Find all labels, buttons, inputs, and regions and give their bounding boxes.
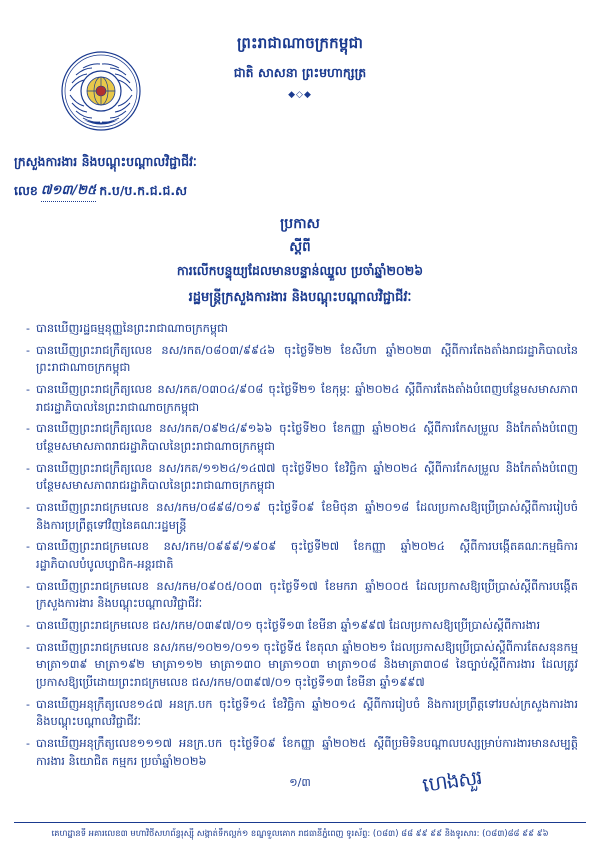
list-item xyxy=(26,499,578,534)
royal-government-emblem-icon xyxy=(60,50,142,132)
signature-glyph: ហេងសួរ xyxy=(420,764,483,797)
clause-text: បានឃេីញព្រះរាជក្រឹត្យលេខ នស/រកត/១១២៤/១៤៧៧ ចុះថ្ងៃទី២០ ខែវិច្ឆិកា ឆ្នាំ២០២៤ ស្ដីពីការកែសម្រួល និងកែតាំងបំពេញបន្ថែមសមាសភាពរាជរដ្ឋាភិបាលនៃព្រះរាជាណាចក្រកម្ពុជា xyxy=(35,460,578,493)
ministry-name: ក្រសួងការងារ និងបណ្តុះបណ្តាលវិជ្ជាជីវៈ xyxy=(14,154,197,169)
clause-text: បានឃេីញព្រះរាជក្រមលេខ ជស/រកម/០៣៩៧/០១ ចុះថ្ងៃទី១៣ ខែមីនា ឆ្នាំ១៩៩៧ ដែលប្រកាសឱ្យប្រេីប្រាស់ស្ដីពីការងារ xyxy=(35,618,541,633)
list-item xyxy=(26,320,578,338)
list-item xyxy=(26,696,578,731)
bullet-dash-icon: - xyxy=(26,501,30,515)
list-item xyxy=(26,639,578,692)
list-item xyxy=(26,381,578,416)
list-item xyxy=(26,420,578,455)
footer-address: គេហដ្ឋានទី អគារលេខ៣ មហាវិថីសហព័ន្ធរុស្ស៊ី សង្កាត់ទឹកល្អក់១ ខណ្ឌទួលគោក រាជធានីភ្នំពេញ ទូរស័ព្ទ: (០៨៣) ៨៨ ៩៩ ៩៩ និងទូរសារ: (០៨៣)៨៨ ៩៩ ៩៦ xyxy=(51,828,549,839)
list-item xyxy=(26,538,578,573)
number-suffix: ក.ប/ប.ក.ជ.ជ.ស xyxy=(99,183,188,198)
number-label: លេខ xyxy=(14,183,38,198)
bullet-dash-icon: - xyxy=(26,540,30,554)
kingdom-title: ព្រះរាជាណាចក្រកម្ពុជា xyxy=(236,34,364,52)
bullet-dash-icon: - xyxy=(26,640,30,654)
clause-text: បានឃេីញអនុក្រឹត្យលេខ១១១៧ អនក្រ.បក ចុះថ្ងៃទី០៩ ខែកញ្ញា ឆ្នាំ២០២៥ ស្ដីពីប្រមិទិនបណ្តាលបស្សម្រាប់ការងារមានសម្បត្តិការងារ និយោជិត កម្មករ ប្រចាំឆ្នាំ២០២៦ xyxy=(35,736,578,768)
document-number-line xyxy=(14,182,600,202)
clause-text: បានឃេីញព្រះរាជក្រមលេខ នស/រកម/០៩៩៩/១៩០៩ ចុះថ្ងៃទី២៧ ខែកញ្ញា ឆ្នាំ២០២៤ ស្ដីពីការបង្កេីតគណៈកម្មធិការរដ្ឋាភិបាលបំបូលប្បាជិក-អន្តរជាតិ xyxy=(35,539,578,572)
clause-text: បានឃេីញព្រះរាជក្រឹត្យលេខ នស/រកត/០៨០៣/៩៩៤៦ ចុះថ្ងៃទី២២ ខែសីហា ឆ្នាំ២០២៣ ស្ដីពីការតែងតាំងរាជរដ្ឋាភិបាលនៃព្រះរាជាណាចក្រកម្ពុជា xyxy=(35,342,578,375)
page-title: ប្រកាស xyxy=(280,216,320,232)
bullet-dash-icon: - xyxy=(26,737,30,751)
number-value: ៧១៣/២៥ xyxy=(41,182,96,202)
clause-text: បានឃេីញព្រះរាជក្រឹត្យលេខ នស/រកត/០៣០៤/៩០៨ ចុះថ្ងៃទី២១ ខែកុម្ភៈ ឆ្នាំ២០២៤ ស្ដីពីការតែងតាំងបំពេញបន្ថែមសមាសភាពរាជរដ្ឋាភិបាលនៃព្រះរាជាណាចក្រកម្ពុជា xyxy=(35,382,578,414)
bullet-dash-icon: - xyxy=(26,343,30,357)
list-item xyxy=(26,578,578,613)
document-header xyxy=(0,0,600,150)
list-item xyxy=(26,460,578,495)
clause-text: បានឃេីញព្រះរាជក្រមលេខ នស/រកម/០៩០៥/០០៣ ចុះថ្ងៃទី១៧ ខែមករា ឆ្នាំ២០០៥ ដែលប្រកាសឱ្យប្រេីប្រាស់ស្ដីពីការបង្កេីតក្រសួងការងារ និងបណ្តុះបណ្តាលវិជ្ជាជីវៈ xyxy=(35,578,578,611)
bullet-dash-icon: - xyxy=(26,422,30,436)
bullet-dash-icon: - xyxy=(26,619,30,633)
kingdom-motto: ជាតិ សាសនា ព្រះមហាក្សត្រ xyxy=(233,65,367,80)
clause-text: បានឃេីញអនុក្រឹត្យលេខ១៤៧ អនក្រ.បក ចុះថ្ងៃទី១៤ ខែវិច្ឆិកា ឆ្នាំ២០១៤ ស្ដីពីការរៀបចំ និងការប្រព្រឹត្តទៅរបស់ក្រសួងការងារ និងបណ្តុះបណ្តាលវិជ្ជាជីវៈ xyxy=(35,696,578,729)
title-block xyxy=(0,214,600,308)
clause-text: បានឃេីញព្រះរាជក្រមលេខ នស/រកម/១០២១/០១១ ចុះថ្ងៃទី៥ ខែតុលា ឆ្នាំ២០២១ ដែលប្រកាសឱ្យប្រេីប្រាស់ស្ដីពីការតែសនុនកម្មមាត្រា១៣៩ មាត្រា១៩២ មាត្រា១១២ មាត្រា១៣០ មាត្រា១០៣ មាត្រា១០៨ និងមាត្រា៣០៨ នៃច្បាប់ស្ដីពីការងារ ដែលត្រូវប្រកាសឱ្យប្រេីដោយព្រះរាជក្រមលេខ ជស/រកម/០៣៩៧/០១ ចុះថ្ងៃទី១៣ ខែមីនា ឆ្នាំ១៩៩៧ xyxy=(35,639,578,690)
list-item xyxy=(26,617,578,635)
clause-text: បានឃេីញរដ្ឋធម្មនុញ្ញនៃព្រះរាជាណាចក្រកម្ពុជា xyxy=(35,321,228,335)
ministry-block xyxy=(0,154,600,202)
title-subject: ការលេីកបន្ទុយ្យដែលមានបន្ទាន់ឈ្នួល ប្រចាំឆ្នាំ២០២៦ xyxy=(176,263,424,278)
title-sti: ស្ដីពី xyxy=(289,239,311,255)
page-number: ១/៣ xyxy=(289,776,311,790)
bullet-dash-icon: - xyxy=(26,322,30,335)
bullet-dash-icon: - xyxy=(26,461,30,475)
signature xyxy=(422,763,552,803)
ornament-divider-icon: ◆◇◆ xyxy=(288,90,312,100)
clause-text: បានឃេីញព្រះរាជក្រមលេខ នស/រកម/០៨៩៨/០១៩ ចុះថ្ងៃទី០៩ ខែមិថុនា ឆ្នាំ២០១៨ ដែលប្រកាសឱ្យប្រេីប្រាស់ស្ដីពីការរៀបចំ និងការប្រព្រឹត្តទៅវិញនៃគណៈរដ្ឋមន្ត្រី xyxy=(35,500,578,532)
footer-divider xyxy=(14,822,586,823)
bullet-dash-icon: - xyxy=(26,579,30,593)
clause-text: បានឃេីញព្រះរាជក្រឹត្យលេខ នស/រកត/០៩២៤/៩១៦៦ ចុះថ្ងៃទី២០ ខែកញ្ញា ឆ្នាំ២០២៤ ស្ដីពីការកែសម្រួល និងកែតាំងបំពេញបន្ថែមសមាសភាពរាជរដ្ឋាភិបាលនៃព្រះរាជាណាចក្រកម្ពុជា xyxy=(35,421,578,454)
bullet-dash-icon: - xyxy=(26,383,30,397)
bullet-dash-icon: - xyxy=(26,697,30,711)
clause-list xyxy=(26,320,578,770)
title-minister: រដ្ឋមន្ត្រីក្រសួងការងារ និងបណ្តុះបណ្តាលវិជ្ជាជីវៈ xyxy=(188,290,412,305)
list-item xyxy=(26,342,578,377)
